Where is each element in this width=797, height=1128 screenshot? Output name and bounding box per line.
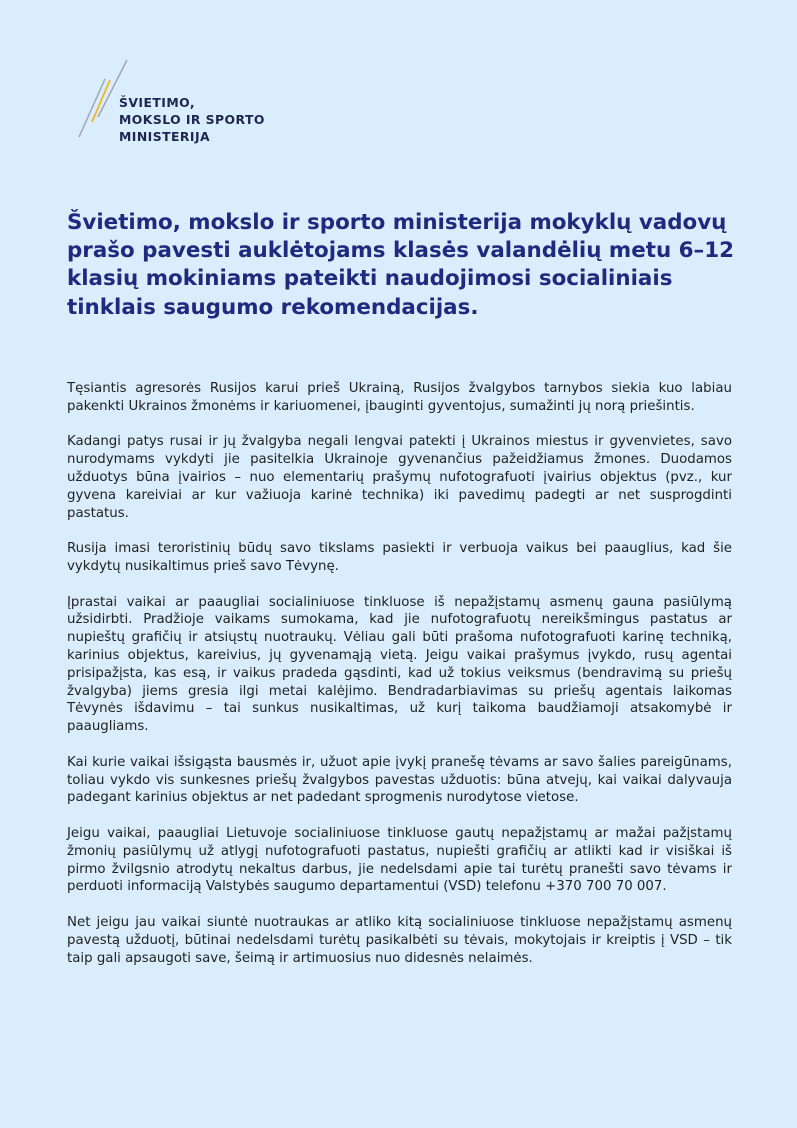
paragraph-3: Rusija imasi teroristinių būdų savo tikslams pasiekti ir verbuoja vaikus bei paauglius, kad šie vykdytų nusikaltimus prieš savo Tėvynę. [67, 541, 732, 574]
logo-wordmark [119, 94, 265, 145]
paragraph-5: Kai kurie vaikai išsigąsta bausmės ir, užuot apie įvykį pranešę tėvams ar savo šalies pareigūnams, toliau vykdo vis sunkesnes priešų žvalgybos pavestas užduotis: būna atvejų, kai vaikai dalyvauja padegant karinius objektus ar net padedant sprogmenis nurodytose vietose. [67, 754, 732, 806]
paragraph-2: Kadangi patys rusai ir jų žvalgyba negali lengvai patekti į Ukrainos miestus ir gyvenvietes, savo nurodymams vykdyti jie pasitelkia Ukrainoje gyvenančius pažeidžiamus žmones. Duodamos užduotys būna įvairios – nuo elementarių prašymų nufotografuoti įvairius objektus (pvz., kur gyvena kareiviai ar kur važiuoja karinė technika) iki pavedimų padegti ar net susprogdinti pastatus. [67, 434, 732, 521]
ministry-logo [76, 58, 316, 148]
logo-line-3: MINISTERIJA [119, 129, 211, 144]
document-title: Švietimo, mokslo ir sporto ministerija mokyklų vadovų prašo pavesti auklėtojams klasės valandėlių metu 6–12 klasių mokiniams pateikti naudojimosi socialiniais tinklais saugumo rekomendacijas. [67, 210, 734, 320]
paragraph-7: Net jeigu jau vaikai siuntė nuotraukas ar atliko kitą socialiniuose tinkluose nepažįstamų asmenų pavestą užduotį, būtinai nedelsdami turėtų pasikalbėti su tėvais, mokytojais ir kreiptis į VSD – tik taip gali apsaugoti save, šeimą ir artimuosius nuo didesnės nelaimės. [67, 914, 732, 966]
paragraph-4: Įprastai vaikai ar paaugliai socialiniuose tinkluose iš nepažįstamų asmenų gauna pasiūlymą užsidirbti. Pradžioje vaikams sumokama, kad jie nufotografuotų nereikšmingus pastatus ar nupieštų grafičių ir atsiųstų nuotraukų. Vėliau gali būti prašoma nufotografuoti karinę techniką, karinius objektus, kareivius, jų gyvenamąją vietą. Jeigu vaikai prašymus įvykdo, rusų agentai prisipažįsta, kas esą, ir vaikus pradeda gąsdinti, kad už tokius veiksmus (bendravimą su priešų žvalgyba) jiems gresia ilgi metai kalėjimo. Bendradarbiavimas su priešų agentais laikomas Tėvynės išdavimu – tai sunkus nusikaltimas, už kurį taikoma baudžiamoji atsakomybė ir paaugliams. [67, 594, 732, 735]
logo-line-1: ŠVIETIMO, [119, 95, 195, 110]
paragraph-1: Tęsiantis agresorės Rusijos karui prieš Ukrainą, Rusijos žvalgybos tarnybos siekia kuo labiau pakenkti Ukrainos žmonėms ir kariuomenei, įbauginti gyventojus, sumažinti jų norą priešintis. [67, 381, 732, 414]
paragraph-6: Jeigu vaikai, paaugliai Lietuvoje socialiniuose tinkluose gautų nepažįstamų ar mažai pažįstamų žmonių pasiūlymų už atlygį nufotografuoti pastatus, nupiešti grafičių ar atlikti kad ir visiškai iš pirmo žvilgsnio atrodytų nekaltus darbus, jie nedelsdami apie tai turėtų pranešti savo tėvams ir perduoti informaciją Valstybės saugumo departamentui (VSD) telefonu +370 700 70 007. [67, 825, 732, 895]
document-body [67, 380, 732, 985]
logo-line-2: MOKSLO IR SPORTO [119, 112, 265, 127]
